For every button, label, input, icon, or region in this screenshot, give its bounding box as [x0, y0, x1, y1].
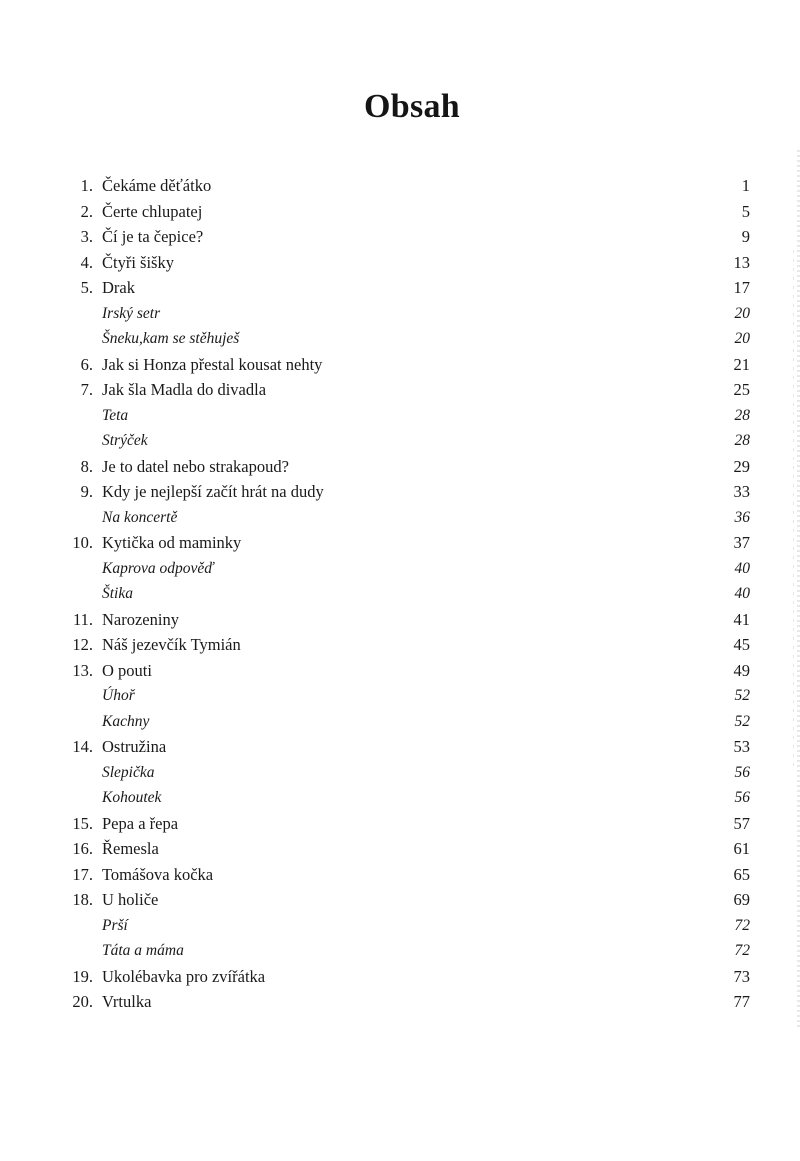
toc-entry-number: 10.: [72, 533, 93, 552]
toc-entry-page-number: 49: [733, 660, 750, 680]
toc-entry-page-number: 52: [734, 712, 750, 730]
toc-entry-number: 1.: [80, 176, 93, 195]
toc-entry: [0, 887, 800, 913]
toc-entry-page-number: 20: [734, 304, 750, 322]
page-title: Obsah: [364, 88, 460, 125]
toc-entry-title: Narozeniny: [102, 609, 179, 629]
toc-entry-page-number: 25: [733, 380, 750, 399]
toc-entry-page-number: 72: [734, 942, 750, 959]
toc-entry-page-number: 56: [734, 789, 750, 806]
toc-entry: [0, 734, 800, 760]
toc-entry-title: Čtyři šišky: [102, 252, 174, 272]
toc-entry-title: Šneku,kam se stěhuješ: [102, 330, 240, 347]
scan-edge-artifact: [793, 250, 794, 770]
toc-subentry: [0, 301, 800, 327]
toc-entry-page-number: 9: [741, 227, 750, 246]
toc-entry-number: 19.: [72, 966, 93, 986]
toc-entry: [0, 250, 800, 276]
toc-entry-page-number: 20: [734, 330, 750, 347]
toc-entry-title: Kachny: [102, 712, 150, 730]
toc-entry: [0, 275, 800, 301]
toc-subentry: [0, 709, 800, 735]
toc-entry-page-number: 28: [734, 406, 750, 424]
toc-entry: [0, 224, 800, 250]
toc-subentry: [0, 760, 800, 786]
toc-entry-page-number: 28: [734, 432, 750, 449]
toc-entry-title: Ukolébavka pro zvířátka: [102, 966, 266, 986]
toc-subentry: [0, 913, 800, 939]
toc-entry-title: Teta: [102, 406, 129, 424]
toc-entry-title: Jak si Honza přestal kousat nehty: [102, 354, 323, 374]
toc-entry-title: Kaprova odpověď: [102, 559, 214, 577]
toc-entry-number: 11.: [72, 609, 93, 629]
toc-entry-number: 17.: [72, 864, 93, 884]
toc-subentry: [0, 683, 800, 709]
toc-subentry: [0, 581, 800, 607]
toc-subentry: [0, 938, 800, 964]
toc-entry-number: 8.: [80, 456, 93, 476]
toc-entry-title: Čerte chlupatej: [102, 201, 203, 221]
toc-entry-page-number: 40: [734, 559, 750, 577]
toc-entry-number: 12.: [72, 635, 93, 654]
toc-entry-page-number: 77: [733, 992, 750, 1011]
toc-entry-title: Jak šla Madla do divadla: [102, 380, 267, 399]
toc-entry-page-number: 29: [733, 456, 750, 476]
toc-entry-page-number: 17: [733, 278, 750, 297]
toc-subentry: [0, 505, 800, 531]
toc-entry-title: Kdy je nejlepší začít hrát na dudy: [102, 482, 324, 501]
toc-entry-title: Prší: [102, 916, 128, 934]
toc-entry-title: Vrtulka: [102, 992, 152, 1011]
toc-entry-title: O pouti: [102, 660, 152, 680]
toc-entry-title: Drak: [102, 278, 135, 297]
toc-entry: [0, 607, 800, 633]
toc-entry-number: 5.: [80, 278, 93, 297]
toc-entry: [0, 479, 800, 505]
toc-entry-title: Kytička od maminky: [102, 533, 242, 552]
toc-entry-title: Kohoutek: [102, 789, 162, 806]
toc-entry: [0, 173, 800, 199]
toc-entry: [0, 632, 800, 658]
toc-entry-number: 6.: [80, 354, 93, 374]
toc-entry-title: Strýček: [102, 432, 148, 449]
toc-entry-title: Slepička: [102, 763, 155, 781]
toc-entry-title: Čí je ta čepice?: [102, 227, 204, 246]
toc-entry-title: Ostružina: [102, 737, 167, 756]
toc-subentry: [0, 326, 800, 352]
toc-entry-title: Tomášova kočka: [102, 864, 214, 884]
toc-entry-page-number: 37: [733, 533, 750, 552]
toc-entry-page-number: 57: [733, 813, 750, 833]
toc-entry-page-number: 13: [733, 252, 750, 272]
toc-entry-page-number: 21: [733, 354, 750, 374]
toc-entry-number: 9.: [80, 482, 93, 501]
toc-entry-number: 4.: [80, 252, 93, 272]
toc-entry: [0, 964, 800, 990]
toc-entry-title: Štika: [102, 585, 133, 602]
toc-entry-title: Úhoř: [102, 687, 135, 704]
toc-entry-page-number: 69: [733, 890, 750, 909]
toc-entry-title: Je to datel nebo strakapoud?: [102, 456, 289, 476]
toc-entry: [0, 862, 800, 888]
toc-entry: [0, 530, 800, 556]
toc-entry-page-number: 33: [733, 482, 750, 501]
toc-entry-page-number: 5: [741, 201, 750, 221]
toc-entry-page-number: 45: [733, 635, 750, 654]
toc-entry: [0, 658, 800, 684]
toc-subentry: [0, 403, 800, 429]
toc-entry: [0, 454, 800, 480]
toc-entry-page-number: 65: [733, 864, 750, 884]
toc-entry-number: 13.: [72, 660, 93, 680]
toc-entry-number: 15.: [72, 813, 93, 833]
toc-entry-number: 20.: [72, 992, 93, 1011]
toc-entry: [0, 352, 800, 378]
toc-entry-title: Náš jezevčík Tymián: [102, 635, 241, 654]
toc-entry-page-number: 1: [741, 176, 750, 195]
toc-entry-number: 14.: [72, 737, 93, 756]
toc-entry-page-number: 53: [733, 737, 750, 756]
toc-entry-page-number: 61: [733, 839, 750, 858]
toc-entry-page-number: 40: [734, 585, 750, 602]
toc-entry-title: Čekáme děťátko: [102, 176, 212, 195]
toc-entry-title: Pepa a řepa: [102, 813, 179, 833]
toc-entry-number: 2.: [80, 201, 93, 221]
toc-entry-page-number: 56: [734, 763, 750, 781]
table-of-contents: [0, 173, 800, 1015]
toc-entry-number: 16.: [72, 839, 93, 858]
toc-entry-title: Na koncertě: [102, 508, 178, 526]
toc-entry: [0, 811, 800, 837]
toc-entry-page-number: 36: [734, 508, 750, 526]
toc-entry: [0, 989, 800, 1015]
toc-subentry: [0, 785, 800, 811]
toc-entry-page-number: 52: [734, 687, 750, 704]
toc-entry-number: 18.: [72, 890, 93, 909]
toc-entry-title: Řemesla: [102, 839, 159, 858]
toc-entry-title: Irský setr: [102, 304, 161, 322]
toc-entry-number: 7.: [80, 380, 93, 399]
toc-entry-page-number: 73: [733, 966, 750, 986]
toc-entry: [0, 377, 800, 403]
toc-entry-page-number: 72: [734, 916, 750, 934]
toc-entry-title: Táta a máma: [102, 942, 184, 959]
toc-entry-title: U holiče: [102, 890, 159, 909]
toc-entry-page-number: 41: [733, 609, 750, 629]
toc-entry-number: 3.: [80, 227, 93, 246]
toc-entry: [0, 199, 800, 225]
toc-subentry: [0, 428, 800, 454]
toc-subentry: [0, 556, 800, 582]
toc-entry: [0, 836, 800, 862]
